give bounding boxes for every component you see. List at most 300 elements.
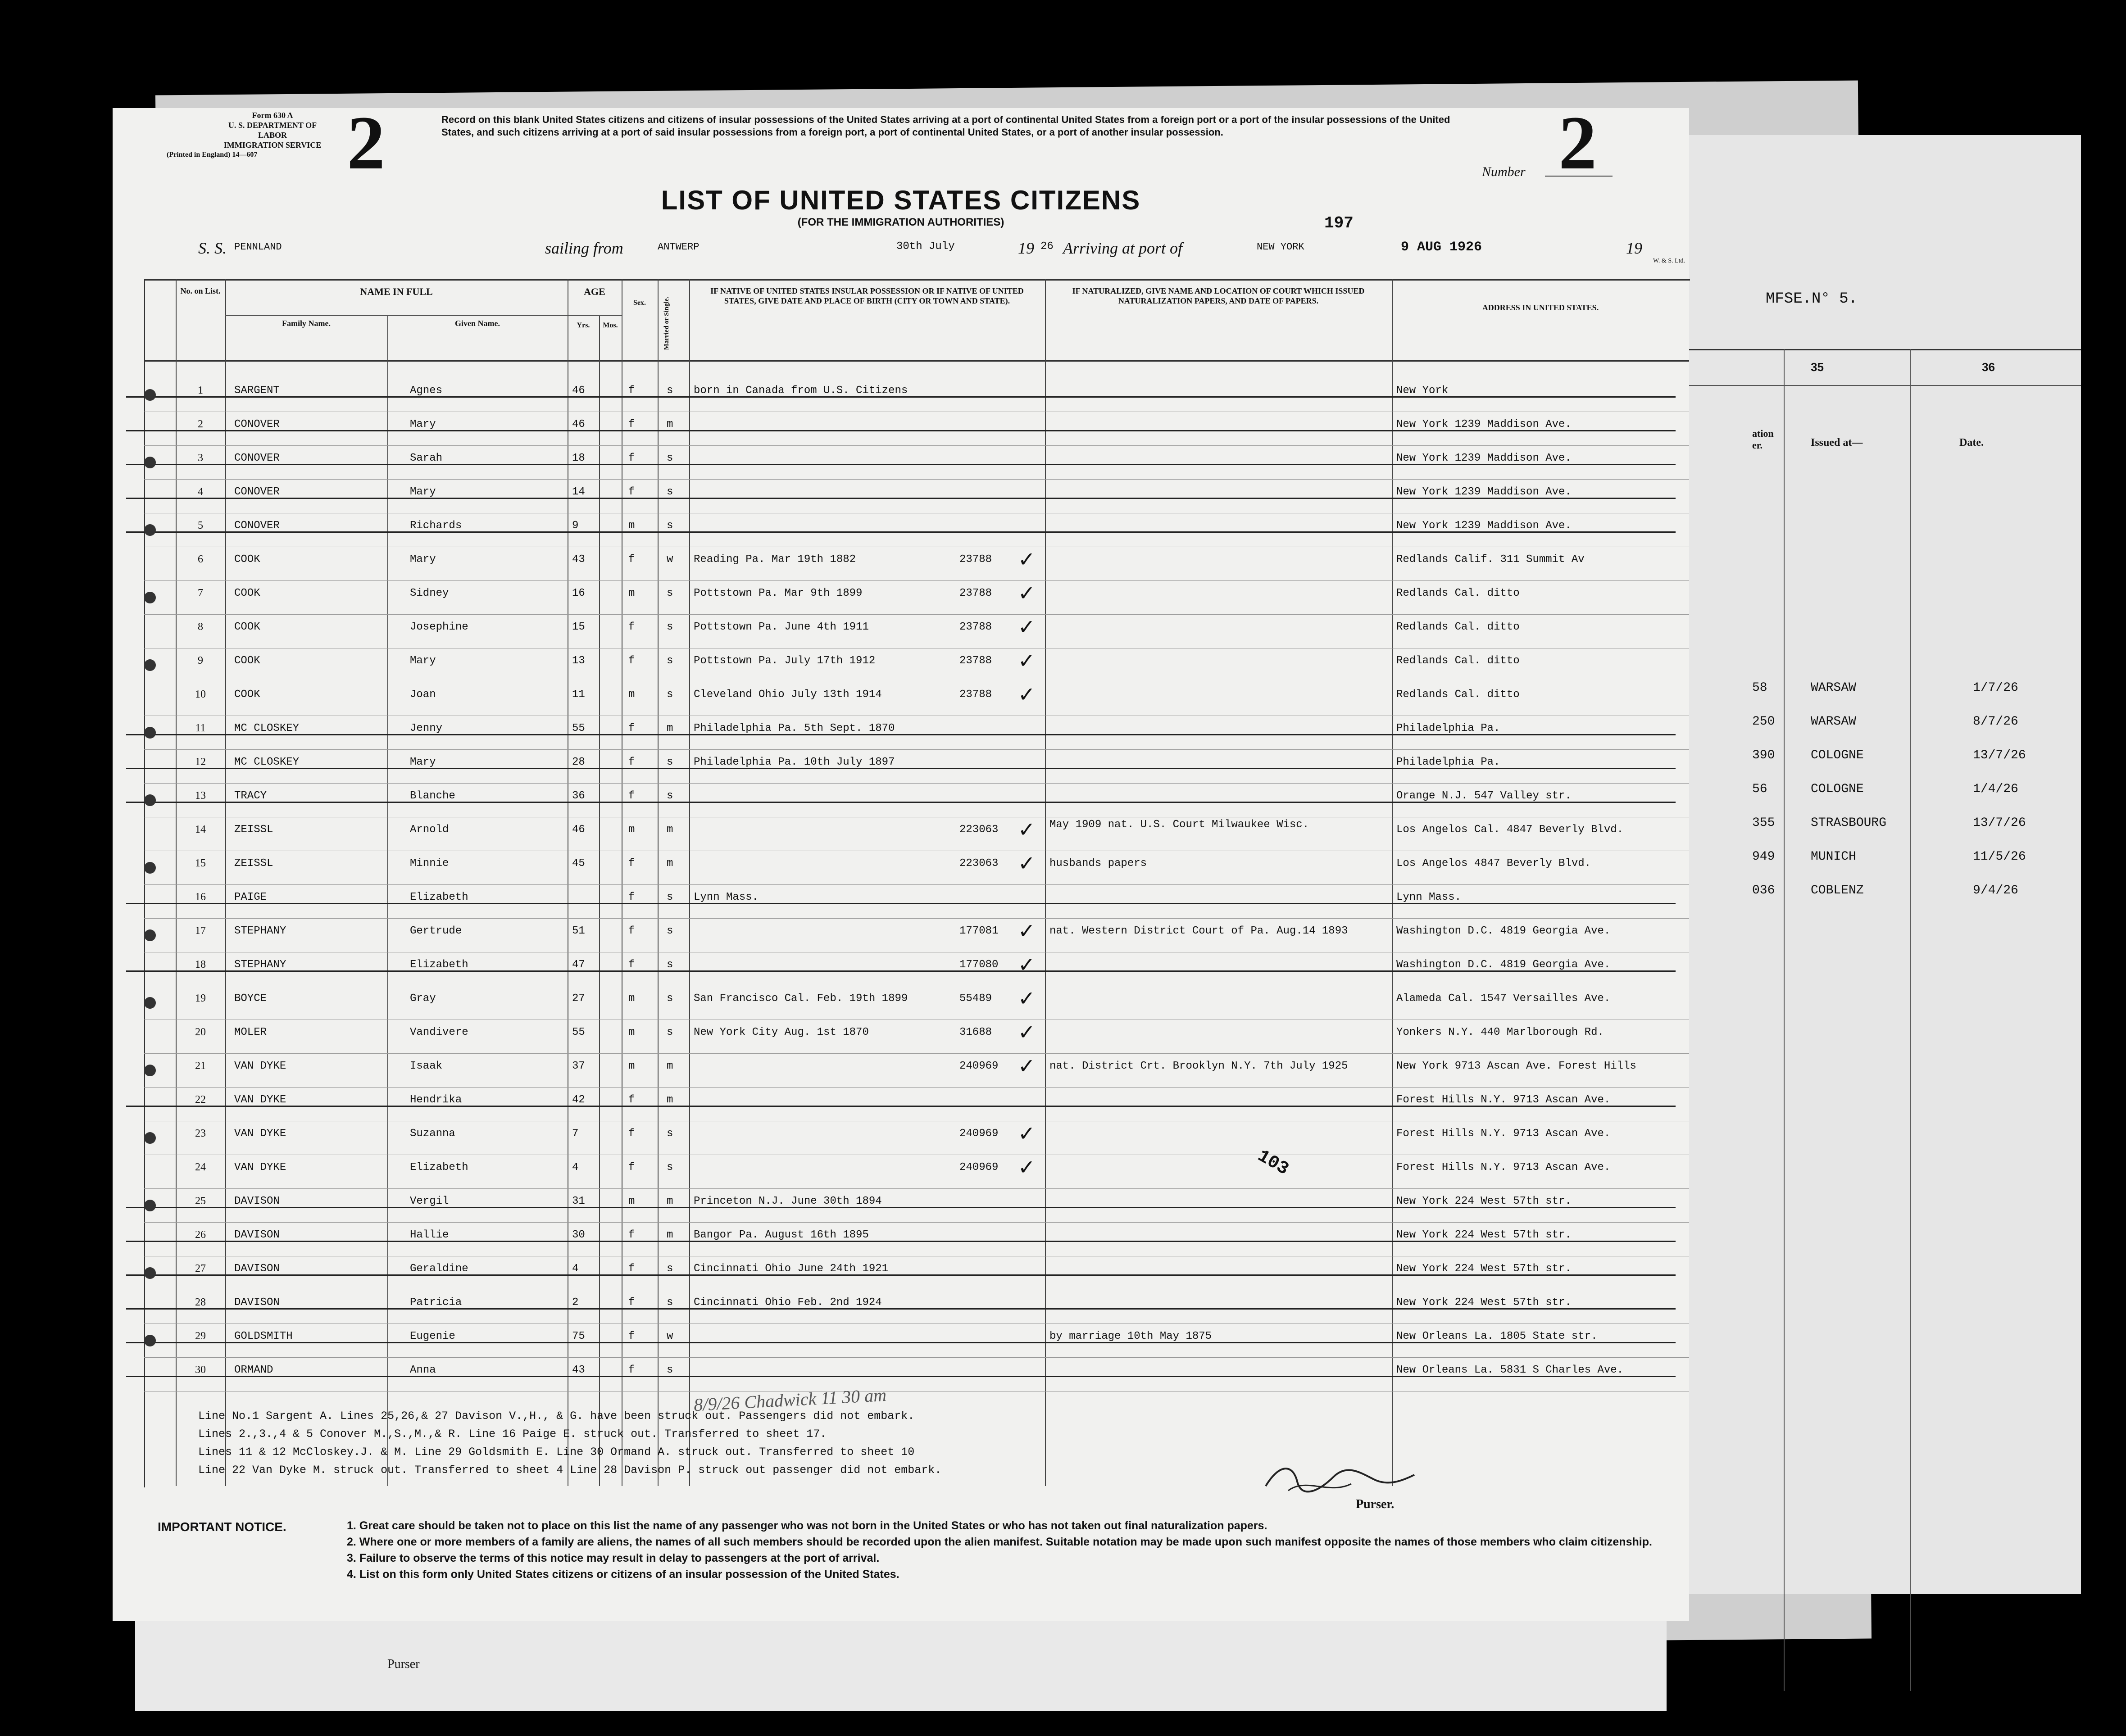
row-given: Sidney (410, 587, 449, 599)
port-from: ANTWERP (658, 241, 700, 253)
right-sheet-row (1676, 811, 2081, 844)
handwritten-note: 8/9/26 Chadwick 11 30 am (693, 1384, 887, 1415)
name-subrule (225, 315, 568, 316)
row-family: COOK (234, 587, 260, 599)
check-mark: ✓ (1018, 682, 1036, 707)
row-ms: s (667, 520, 673, 532)
table-row (113, 716, 1689, 750)
ws-ltd: W. & S. Ltd. (1653, 258, 1685, 264)
row-given: Elizabeth (410, 959, 468, 971)
notice-item-4: 4. List on this form only United States citizens or citizens of an insular possession of the United States. (347, 1568, 899, 1581)
row-address: Alameda Cal. 1547 Versailles Ave. (1396, 993, 1611, 1005)
row-no: 18 (195, 959, 206, 970)
row-sex: f (628, 1229, 635, 1241)
row-ms: w (667, 553, 673, 566)
row-passport: 23788 (959, 655, 992, 667)
right-row-place: COBLENZ (1811, 884, 1864, 897)
row-family: DAVISON (234, 1195, 280, 1207)
row-address: Forest Hills N.Y. 9713 Ascan Ave. (1396, 1161, 1611, 1174)
row-family: PAIGE (234, 891, 267, 903)
arriving-label: Arriving at port of (1063, 239, 1183, 257)
strike-line (126, 396, 1676, 398)
age-subrule (568, 315, 622, 316)
row-family: DAVISON (234, 1296, 280, 1309)
row-ms: s (667, 1128, 673, 1140)
row-address: New York 1239 Maddison Ave. (1396, 418, 1572, 431)
table-row (113, 480, 1689, 513)
row-yrs: 46 (572, 385, 585, 397)
row-passport: 55489 (959, 993, 992, 1005)
header-address: ADDRESS IN UNITED STATES. (1482, 303, 1599, 312)
punch-hole (144, 1065, 156, 1076)
row-family: VAN DYKE (234, 1060, 286, 1072)
row-rule (144, 1391, 1689, 1392)
row-address: New York 224 West 57th str. (1396, 1195, 1572, 1207)
row-sex: f (628, 486, 635, 498)
row-family: ORMAND (234, 1364, 273, 1376)
row-no: 8 (198, 621, 203, 633)
notice-items (347, 1518, 1667, 1582)
row-sex: m (628, 1060, 635, 1072)
table-row (113, 1189, 1689, 1223)
table-row (113, 952, 1689, 986)
header-yrs: Yrs. (577, 322, 590, 329)
notice-item-2: 2. Where one or more members of a family are aliens, the names of all such members should be recorded upon the alien manifest. Suitable notation may be made upon such manifest opposite the names of those members who claim citizenship. (347, 1536, 1652, 1548)
right-row-place: WARSAW (1811, 681, 1856, 695)
right-row-place: MUNICH (1811, 850, 1856, 864)
row-family: VAN DYKE (234, 1128, 286, 1140)
row-sex: f (628, 857, 635, 870)
table-row (113, 615, 1689, 648)
right-row-date: 1/7/26 (1973, 681, 2018, 695)
form-info (221, 110, 324, 150)
row-ms: s (667, 959, 673, 971)
row-family: CONOVER (234, 418, 280, 431)
service: IMMIGRATION SERVICE (223, 141, 322, 150)
page-subtitle: (FOR THE IMMIGRATION AUTHORITIES) (797, 216, 1004, 228)
row-given: Patricia (410, 1296, 462, 1309)
row-nat: by marriage 10th May 1875 (1049, 1330, 1212, 1342)
row-yrs: 43 (572, 553, 585, 566)
row-yrs: 55 (572, 1026, 585, 1038)
row-ms: m (667, 1195, 673, 1207)
row-ms: s (667, 689, 673, 701)
row-yrs: 18 (572, 452, 585, 464)
right-row-date: 11/5/26 (1973, 850, 2026, 864)
row-no: 26 (195, 1229, 206, 1241)
row-ms: m (667, 722, 673, 734)
table-row (113, 648, 1689, 682)
purser-signature (1261, 1459, 1419, 1500)
right-sheet (1676, 135, 2081, 1594)
header-family: Family Name. (282, 319, 331, 328)
row-sex: f (628, 959, 635, 971)
row-given: Mary (410, 486, 436, 498)
row-no: 13 (195, 790, 206, 802)
header-sex: Sex. (633, 299, 646, 307)
row-given: Eugenie (410, 1330, 455, 1342)
row-sex: m (628, 824, 635, 836)
notes (198, 1407, 1369, 1479)
row-yrs: 46 (572, 824, 585, 836)
row-yrs: 43 (572, 1364, 585, 1376)
row-passport: 177080 (959, 959, 999, 971)
row-no: 29 (195, 1330, 206, 1342)
ss-label: S. S. (198, 239, 227, 257)
row-no: 27 (195, 1263, 206, 1274)
stamp-197: 197 (1324, 214, 1354, 232)
row-ms: s (667, 1161, 673, 1174)
row-yrs: 46 (572, 418, 585, 431)
row-yrs: 14 (572, 486, 585, 498)
row-sex: f (628, 722, 635, 734)
row-birth: Cincinnati Ohio Feb. 2nd 1924 (694, 1296, 882, 1309)
row-yrs: 37 (572, 1060, 585, 1072)
row-sex: f (628, 1161, 635, 1174)
right-sheet-row (1676, 675, 2081, 709)
row-family: ZEISSL (234, 824, 273, 836)
table-row (113, 919, 1689, 952)
row-no: 3 (198, 452, 203, 464)
row-family: STEPHANY (234, 959, 286, 971)
table-row (113, 1324, 1689, 1358)
row-family: VAN DYKE (234, 1094, 286, 1106)
notice-heading: IMPORTANT NOTICE. (158, 1520, 286, 1534)
row-given: Hendrika (410, 1094, 462, 1106)
row-birth: born in Canada from U.S. Citizens (694, 385, 908, 397)
row-sex: m (628, 1195, 635, 1207)
right-row-num: 949 (1752, 850, 1775, 864)
right-row-num: 390 (1752, 748, 1775, 762)
punch-hole (144, 727, 156, 739)
row-yrs: 55 (572, 722, 585, 734)
check-mark: ✓ (1018, 615, 1036, 639)
row-no: 2 (198, 418, 203, 430)
year-1: 26 (1040, 240, 1054, 253)
table-row (113, 1290, 1689, 1324)
row-family: STEPHANY (234, 925, 286, 937)
row-yrs: 15 (572, 621, 585, 633)
row-ms: s (667, 452, 673, 464)
row-address: Forest Hills N.Y. 9713 Ascan Ave. (1396, 1094, 1611, 1106)
row-given: Richards (410, 520, 462, 532)
punch-hole (144, 997, 156, 1009)
row-family: MC CLOSKEY (234, 756, 300, 768)
row-family: MOLER (234, 1026, 267, 1038)
row-yrs: 27 (572, 993, 585, 1005)
row-given: Mary (410, 756, 436, 768)
row-passport: 223063 (959, 857, 999, 870)
row-ms: s (667, 925, 673, 937)
row-address: New York 224 West 57th str. (1396, 1263, 1572, 1275)
year-label-1: 19 (1018, 239, 1034, 257)
row-sex: f (628, 1364, 635, 1376)
check-mark: ✓ (1018, 817, 1036, 842)
row-yrs: 4 (572, 1161, 579, 1174)
sailing-line (113, 234, 1689, 264)
punch-hole (144, 659, 156, 671)
row-no: 9 (198, 655, 203, 666)
row-family: DAVISON (234, 1263, 280, 1275)
row-ms: m (667, 1229, 673, 1241)
strike-line (126, 903, 1676, 904)
row-no: 16 (195, 891, 206, 903)
row-given: Joan (410, 689, 436, 701)
check-mark: ✓ (1018, 1155, 1036, 1179)
check-mark: ✓ (1018, 1121, 1036, 1146)
right-row-place: COLOGNE (1811, 782, 1864, 796)
row-sex: f (628, 756, 635, 768)
row-ms: s (667, 891, 673, 903)
strike-line (126, 1376, 1676, 1377)
date-from: 30th July (896, 240, 955, 253)
row-nat: nat. Western District Court of Pa. Aug.14 1893 (1049, 925, 1348, 937)
row-passport: 23788 (959, 553, 992, 566)
row-no: 17 (195, 925, 206, 937)
check-mark: ✓ (1018, 547, 1036, 571)
row-yrs: 30 (572, 1229, 585, 1241)
right-partial-header: ation er. (1752, 428, 1774, 451)
year-label-2: 19 (1626, 239, 1642, 257)
check-mark: ✓ (1018, 581, 1036, 605)
punch-hole (144, 1267, 156, 1279)
row-family: TRACY (234, 790, 267, 802)
row-no: 24 (195, 1161, 206, 1173)
strike-line (126, 498, 1676, 499)
row-yrs: 75 (572, 1330, 585, 1342)
row-address: Los Angelos 4847 Beverly Blvd. (1396, 857, 1591, 870)
row-nat: husbands papers (1049, 857, 1147, 870)
row-family: CONOVER (234, 452, 280, 464)
row-family: GOLDSMITH (234, 1330, 293, 1342)
row-given: Suzanna (410, 1128, 455, 1140)
row-family: COOK (234, 655, 260, 667)
table-row (113, 378, 1689, 412)
row-birth: Pottstown Pa. Mar 9th 1899 (694, 587, 863, 599)
table-row (113, 1358, 1689, 1392)
punch-hole (144, 524, 156, 536)
row-sex: f (628, 655, 635, 667)
table-row (113, 513, 1689, 547)
row-family: DAVISON (234, 1229, 280, 1241)
row-given: Geraldine (410, 1263, 468, 1275)
row-passport: 23788 (959, 689, 992, 701)
row-passport: 23788 (959, 587, 992, 599)
row-birth: Princeton N.J. June 30th 1894 (694, 1195, 882, 1207)
row-given: Minnie (410, 857, 449, 870)
row-no: 28 (195, 1296, 206, 1308)
note-4: Line 22 Van Dyke M. struck out. Transferred to sheet 4 Line 28 Davison P. struck out passenger did not embark. (198, 1464, 942, 1477)
check-mark: ✓ (1018, 648, 1036, 673)
row-ms: w (667, 1330, 673, 1342)
row-no: 7 (198, 587, 203, 599)
punch-hole (144, 862, 156, 874)
row-sex: f (628, 553, 635, 566)
punch-hole (144, 1200, 156, 1211)
row-ms: m (667, 1060, 673, 1072)
row-given: Gray (410, 993, 436, 1005)
row-address: New York 224 West 57th str. (1396, 1229, 1572, 1241)
row-yrs: 36 (572, 790, 585, 802)
right-row-place: COLOGNE (1811, 748, 1864, 762)
table-row (113, 1054, 1689, 1088)
row-sex: m (628, 993, 635, 1005)
row-birth: Cincinnati Ohio June 24th 1921 (694, 1263, 889, 1275)
table-row (113, 817, 1689, 851)
row-address: New York 9713 Ascan Ave. Forest Hills (1396, 1060, 1636, 1072)
row-address: New York 1239 Maddison Ave. (1396, 520, 1572, 532)
row-sex: f (628, 891, 635, 903)
right-row-date: 9/4/26 (1973, 884, 2018, 897)
row-address: Washington D.C. 4819 Georgia Ave. (1396, 959, 1611, 971)
strike-line (126, 1106, 1676, 1107)
row-family: CONOVER (234, 520, 280, 532)
row-ms: m (667, 857, 673, 870)
row-yrs: 42 (572, 1094, 585, 1106)
right-sheet-row (1676, 709, 2081, 743)
header-married: Married or Single. (663, 296, 670, 350)
check-mark: ✓ (1018, 919, 1036, 943)
table-row (113, 750, 1689, 784)
row-address: Philadelphia Pa. (1396, 756, 1500, 768)
table-row (113, 1020, 1689, 1054)
punch-hole (144, 592, 156, 603)
right-row-date: 13/7/26 (1973, 748, 2026, 762)
row-yrs: 31 (572, 1195, 585, 1207)
row-family: COOK (234, 621, 260, 633)
punch-hole (144, 1335, 156, 1346)
strike-line (126, 1207, 1676, 1208)
row-passport: 23788 (959, 621, 992, 633)
arrival-date-stamp: 9 AUG 1926 (1401, 240, 1482, 255)
table-row (113, 784, 1689, 817)
row-address: New York 224 West 57th str. (1396, 1296, 1572, 1309)
right-row-place: STRASBOURG (1811, 816, 1887, 830)
punch-hole (144, 929, 156, 941)
strike-line (126, 768, 1676, 769)
table-row (113, 1121, 1689, 1155)
right-sheet-rule-2 (1676, 385, 2081, 386)
sailing-from-label: sailing from (545, 239, 623, 257)
row-given: Gertrude (410, 925, 462, 937)
strike-line (126, 970, 1676, 972)
right-sheet-row (1676, 844, 2081, 878)
printed-note: (Printed in England) 14—607 (167, 151, 258, 159)
row-birth: Pottstown Pa. June 4th 1911 (694, 621, 869, 633)
row-ms: s (667, 790, 673, 802)
row-given: Agnes (410, 385, 443, 397)
row-yrs: 2 (572, 1296, 579, 1309)
row-address: New York 1239 Maddison Ave. (1396, 452, 1572, 464)
right-issued-at: Issued at— (1811, 437, 1863, 449)
row-birth: Philadelphia Pa. 10th July 1897 (694, 756, 895, 768)
row-yrs: 51 (572, 925, 585, 937)
row-no: 25 (195, 1195, 206, 1207)
row-birth: Cleveland Ohio July 13th 1914 (694, 689, 882, 701)
row-address: Redlands Cal. ditto (1396, 621, 1520, 633)
table-row (113, 446, 1689, 480)
row-no: 4 (198, 486, 203, 498)
purser-label: Purser. (1356, 1497, 1395, 1511)
row-sex: f (628, 790, 635, 802)
right-row-num: 58 (1752, 681, 1767, 695)
row-yrs: 16 (572, 587, 585, 599)
sheet-number-right: 2 (1558, 100, 1597, 185)
row-passport: 223063 (959, 824, 999, 836)
table-row (113, 682, 1689, 716)
sheet-number-left: 2 (347, 100, 385, 185)
row-address: New Orleans La. 5831 S Charles Ave. (1396, 1364, 1624, 1376)
row-address: Yonkers N.Y. 440 Marlborough Rd. (1396, 1026, 1604, 1038)
row-sex: f (628, 452, 635, 464)
row-yrs: 45 (572, 857, 585, 870)
right-row-num: 036 (1752, 884, 1775, 897)
row-given: Mary (410, 655, 436, 667)
row-birth: Bangor Pa. August 16th 1895 (694, 1229, 869, 1241)
row-yrs: 11 (572, 689, 585, 701)
right-row-num: 56 (1752, 782, 1767, 796)
row-family: BOYCE (234, 993, 267, 1005)
row-yrs: 47 (572, 959, 585, 971)
row-yrs: 28 (572, 756, 585, 768)
notice-item-3: 3. Failure to observe the terms of this notice may result in delay to passengers at the port of arrival. (347, 1552, 880, 1564)
bottom-purser: Purser (387, 1657, 420, 1671)
row-no: 12 (195, 756, 206, 768)
port-to: NEW YORK (1257, 241, 1304, 253)
table-row (113, 1088, 1689, 1121)
row-given: Josephine (410, 621, 468, 633)
row-given: Mary (410, 418, 436, 431)
punch-hole (144, 389, 156, 401)
strike-line (126, 1241, 1676, 1242)
right-col-divider-2 (1910, 349, 1911, 1691)
row-birth: New York City Aug. 1st 1870 (694, 1026, 869, 1038)
strike-line (126, 1274, 1676, 1276)
row-family: COOK (234, 553, 260, 566)
row-address: Redlands Cal. ditto (1396, 587, 1520, 599)
row-no: 11 (195, 722, 206, 734)
row-sex: f (628, 1330, 635, 1342)
row-ms: s (667, 1364, 673, 1376)
right-row-date: 8/7/26 (1973, 715, 2018, 729)
table-row (113, 412, 1689, 446)
right-sheet-rule (1676, 349, 2081, 350)
table-row (113, 1155, 1689, 1189)
row-no: 19 (195, 993, 206, 1004)
right-row-place: WARSAW (1811, 715, 1856, 729)
row-ms: s (667, 486, 673, 498)
row-sex: m (628, 1026, 635, 1038)
row-birth: Reading Pa. Mar 19th 1882 (694, 553, 856, 566)
row-given: Mary (410, 553, 436, 566)
row-ms: s (667, 587, 673, 599)
right-sheet-row (1676, 743, 2081, 777)
row-address: Lynn Mass. (1396, 891, 1462, 903)
row-sex: f (628, 1263, 635, 1275)
right-col35: 35 (1811, 360, 1824, 374)
right-col36: 36 (1982, 360, 1995, 374)
row-ms: s (667, 756, 673, 768)
header-birth: IF NATIVE OF UNITED STATES INSULAR POSSESSION OR IF NATIVE OF UNITED STATES, GIVE DATE AND PLACE OF BIRTH (CITY OR TOWN AND STATE). (710, 286, 1024, 305)
row-address: Redlands Cal. ditto (1396, 689, 1520, 701)
row-birth: Philadelphia Pa. 5th Sept. 1870 (694, 722, 895, 734)
row-sex: m (628, 520, 635, 532)
row-address: Forest Hills N.Y. 9713 Ascan Ave. (1396, 1128, 1611, 1140)
punch-hole (144, 1132, 156, 1144)
row-family: SARGENT (234, 385, 280, 397)
header-mos: Mos. (603, 322, 618, 329)
row-yrs: 4 (572, 1263, 579, 1275)
